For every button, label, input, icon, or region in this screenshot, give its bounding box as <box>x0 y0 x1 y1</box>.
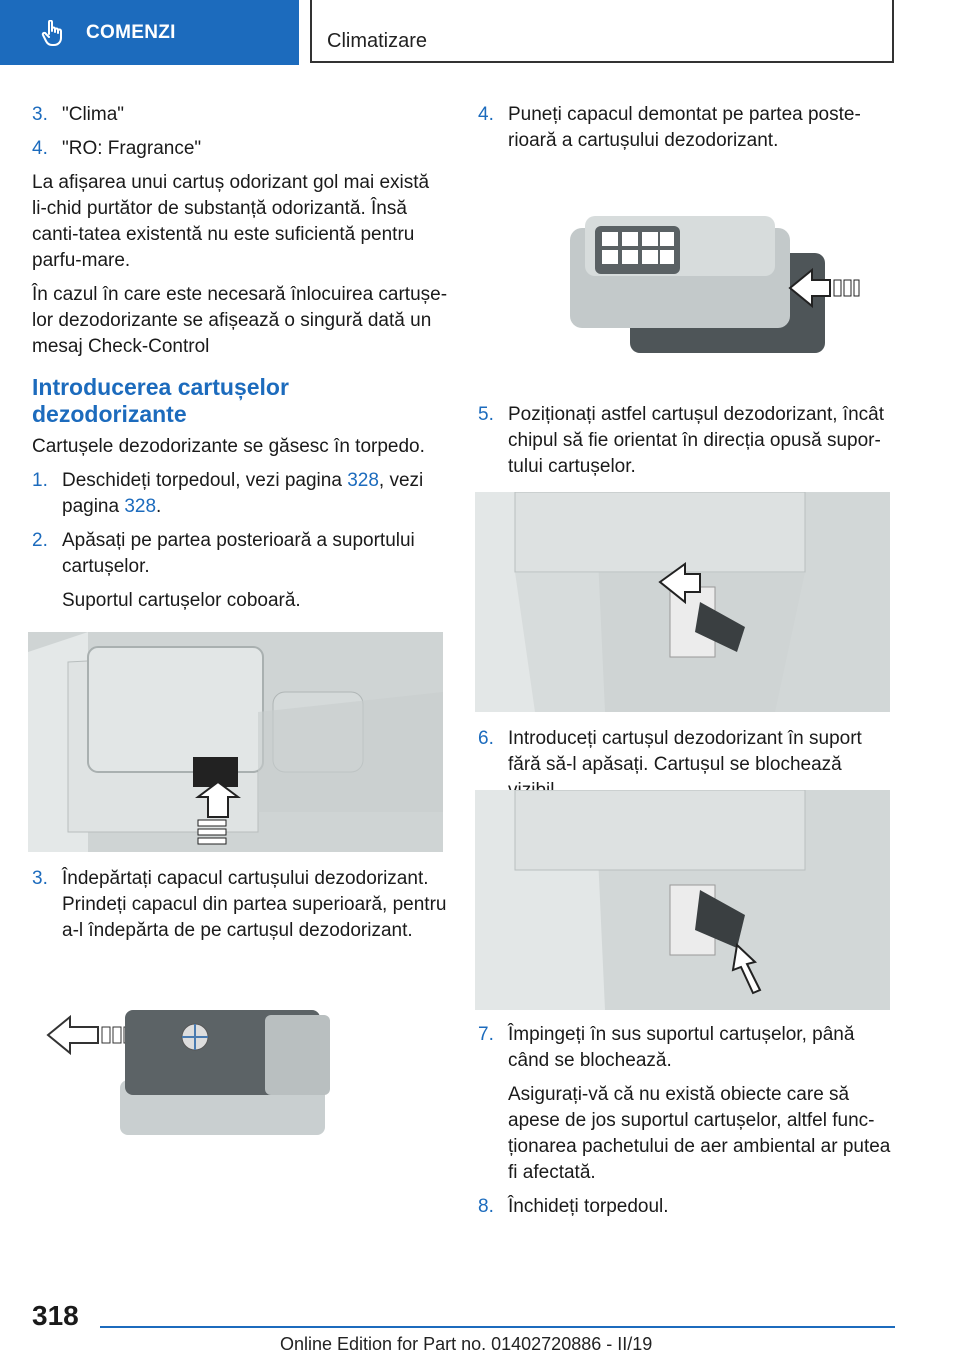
right-column <box>478 102 894 162</box>
step-number: 1. <box>32 470 48 491</box>
hand-pointer-icon <box>40 20 66 46</box>
step-number: 8. <box>478 1196 494 1217</box>
right-column-lower <box>478 1022 894 1228</box>
step-text-c: . <box>156 496 162 517</box>
page-link-328-second[interactable]: 328 <box>124 496 157 517</box>
section-heading: Introducerea cartușelor dezodorizante <box>32 374 289 427</box>
chapter-title: COMENZI <box>86 21 176 43</box>
step-text-a: Deschideți torpedoul, vezi pagina <box>62 470 348 491</box>
figure-position-cartridge <box>475 492 890 712</box>
page-number: 318 <box>32 1300 79 1331</box>
step-7 <box>478 1022 894 1074</box>
step-text-b: , vezi pagina <box>62 470 424 517</box>
step-8 <box>478 1194 894 1220</box>
step-text: Închideți torpedoul. <box>508 1196 669 1217</box>
step-3 <box>32 866 448 944</box>
list-item <box>32 102 448 128</box>
right-column-step5 <box>478 402 894 488</box>
paragraph-replacement: În cazul în care este necesară înlocuirea cartușe-lor dezodorizante se afișează o singură dată un mesaj Check-Control <box>32 284 448 357</box>
item-text: "RO: Fragrance" <box>62 138 202 159</box>
step-2-result: Suportul cartușelor coboară. <box>62 590 301 611</box>
section-title-header: Climatizare <box>327 30 428 52</box>
figure-attach-cover <box>560 208 870 358</box>
paragraph-intro: Cartușele dezodorizante se găsesc în torpedo. <box>32 436 425 457</box>
step-text: Apăsați pe partea posterioară a suportului cartușelor. <box>62 530 415 577</box>
item-text: "Clima" <box>62 104 125 125</box>
item-number: 3. <box>32 104 48 125</box>
left-column <box>32 102 448 622</box>
step-number: 6. <box>478 728 494 749</box>
figure-remove-cover <box>40 995 340 1155</box>
step-number: 7. <box>478 1024 494 1045</box>
footer-divider <box>100 1326 895 1328</box>
step-text: Poziționați astfel cartușul dezodorizant, încât chipul să fie orientat în direcția opusă supor-tului cartușelor. <box>508 404 884 477</box>
figure-insert-cartridge <box>475 790 890 1010</box>
step-text: Puneți capacul demontat pe partea poste-rioară a cartușului dezodorizant. <box>508 104 861 151</box>
left-column-lower <box>32 866 448 952</box>
step-number: 5. <box>478 404 494 425</box>
step-number: 2. <box>32 530 48 551</box>
step-7-note: Asigurați-vă că nu există obiecte care să apese de jos suportul cartușelor, altfel func-ționarea pachetului de aer ambiental ar putea fi afectată. <box>508 1084 891 1183</box>
step-number: 3. <box>32 868 48 889</box>
page-link-328[interactable]: 328 <box>347 470 379 491</box>
item-number: 4. <box>32 138 48 159</box>
figure-holder-push <box>28 632 443 852</box>
edition-note: Online Edition for Part no. 01402720886 - II/19 <box>280 1334 653 1354</box>
step-text: Introduceți cartușul dezodorizant în suport fără să-l apăsați. Cartușul se blochează <box>508 728 862 775</box>
section-header <box>310 0 894 63</box>
step-text: Îndepărtați capacul cartușului dezodorizant. Prindeți capacul din partea superioară, pentru a-l îndepărta de pe cartușul dezodorizant. <box>62 868 447 941</box>
step-2 <box>32 528 448 580</box>
step-number: 4. <box>478 104 494 125</box>
paragraph-empty-cartridge: La afișarea unui cartuș odorizant gol mai există li-chid purtător de substanță odorizantă. Însă canti-tatea existentă nu este suficientă pentru parfu-mare. <box>32 172 430 271</box>
chapter-tab[interactable] <box>0 0 299 65</box>
list-item <box>32 136 448 162</box>
step-text: Împingeți în sus suportul cartușelor, până când se blochează. <box>508 1024 855 1071</box>
step-4 <box>478 102 894 154</box>
step-5 <box>478 402 894 480</box>
step-1 <box>32 468 448 520</box>
